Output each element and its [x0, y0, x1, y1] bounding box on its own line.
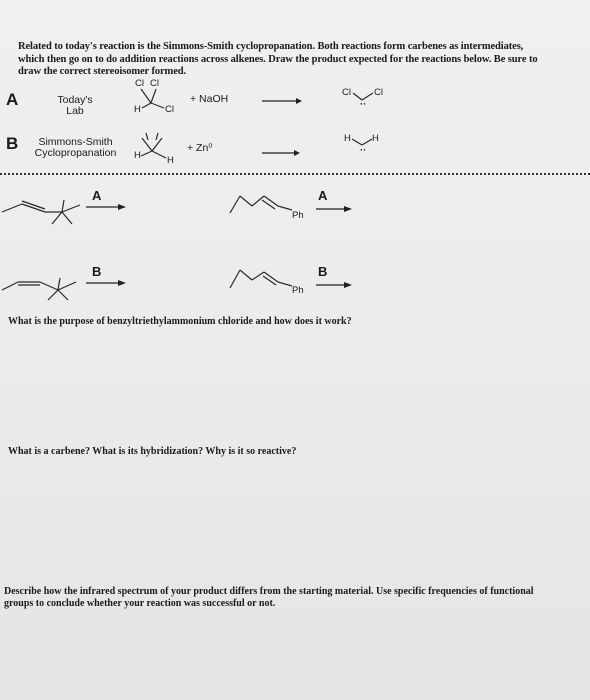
row-a-carbene-cl1: Cl: [342, 87, 351, 98]
row-b-label-line1: Simmons-Smith: [38, 136, 113, 148]
question-1: What is the purpose of benzyltriethylammonium chloride and how does it work?: [8, 316, 352, 327]
problem2-arrow-label: A: [318, 188, 328, 203]
row-a-lone-pair: ··: [360, 99, 367, 110]
row-a-carbene-skeleton: [353, 93, 373, 100]
row-b-reaction-arrow: [262, 150, 300, 156]
row-b-lone-pair: ··: [360, 145, 367, 156]
row-b-carbene-h1: H: [344, 133, 351, 144]
row-a-reagent-h: H: [134, 104, 141, 115]
row-a-reagent-cl2: Cl: [150, 78, 159, 89]
row-b-carbene-skeleton: [352, 139, 372, 145]
problem1-arrow: [86, 204, 126, 210]
problem2-alkene: [230, 196, 292, 213]
problem1-alkene: [2, 200, 80, 224]
row-b-label-line2: Cyclopropanation: [34, 147, 117, 159]
problem4-alkene: [230, 270, 292, 288]
problem3-alkene: [2, 278, 76, 300]
row-b-reagent-h1: H: [134, 150, 141, 161]
row-a-reagent-skeleton: [141, 89, 164, 108]
problem2-arrow: [316, 206, 352, 212]
problem2-substituent: Ph: [292, 210, 304, 221]
row-a-reaction-arrow: [262, 98, 302, 104]
row-b-reagent-h2: H: [167, 155, 174, 166]
row-a-letter: A: [6, 90, 19, 109]
question-2: What is a carbene? What is its hybridization? Why is it so reactive?: [8, 446, 297, 457]
row-a-reagent-cl1: Cl: [135, 78, 144, 89]
row-a-reagent-cl3: Cl: [165, 104, 174, 115]
problem4-substituent: Ph: [292, 285, 304, 296]
row-b-carbene-h2: H: [372, 133, 379, 144]
problem4-arrow: [316, 282, 352, 288]
problem1-arrow-label: A: [92, 188, 102, 203]
row-a-label-line2: Lab: [66, 105, 84, 117]
row-b-reagent-skeleton: [141, 133, 166, 158]
row-a-base: + NaOH: [190, 93, 229, 105]
question-3: Describe how the infrared spectrum of your product differs from the starting material. Use specific frequencies of functional groups to conclude whether your reaction was successful or not.: [4, 586, 534, 609]
row-b-letter: B: [6, 134, 19, 153]
problem3-arrow-label: B: [92, 264, 102, 279]
problem3-arrow: [86, 280, 126, 286]
row-a-carbene-cl2: Cl: [374, 87, 383, 98]
row-b-metal: + Zn⁰: [187, 142, 213, 154]
row-a-label-line1: Today's: [57, 94, 93, 106]
problem4-arrow-label: B: [318, 264, 328, 279]
intro-paragraph: Related to today's reaction is the Simmons-Smith cyclopropanation. Both reactions form carbenes as intermediates, which then go on to do addition reactions across alkenes. Draw the product expected for the reactions below. Be sure to draw the correct stereoisomer formed.: [18, 41, 538, 77]
